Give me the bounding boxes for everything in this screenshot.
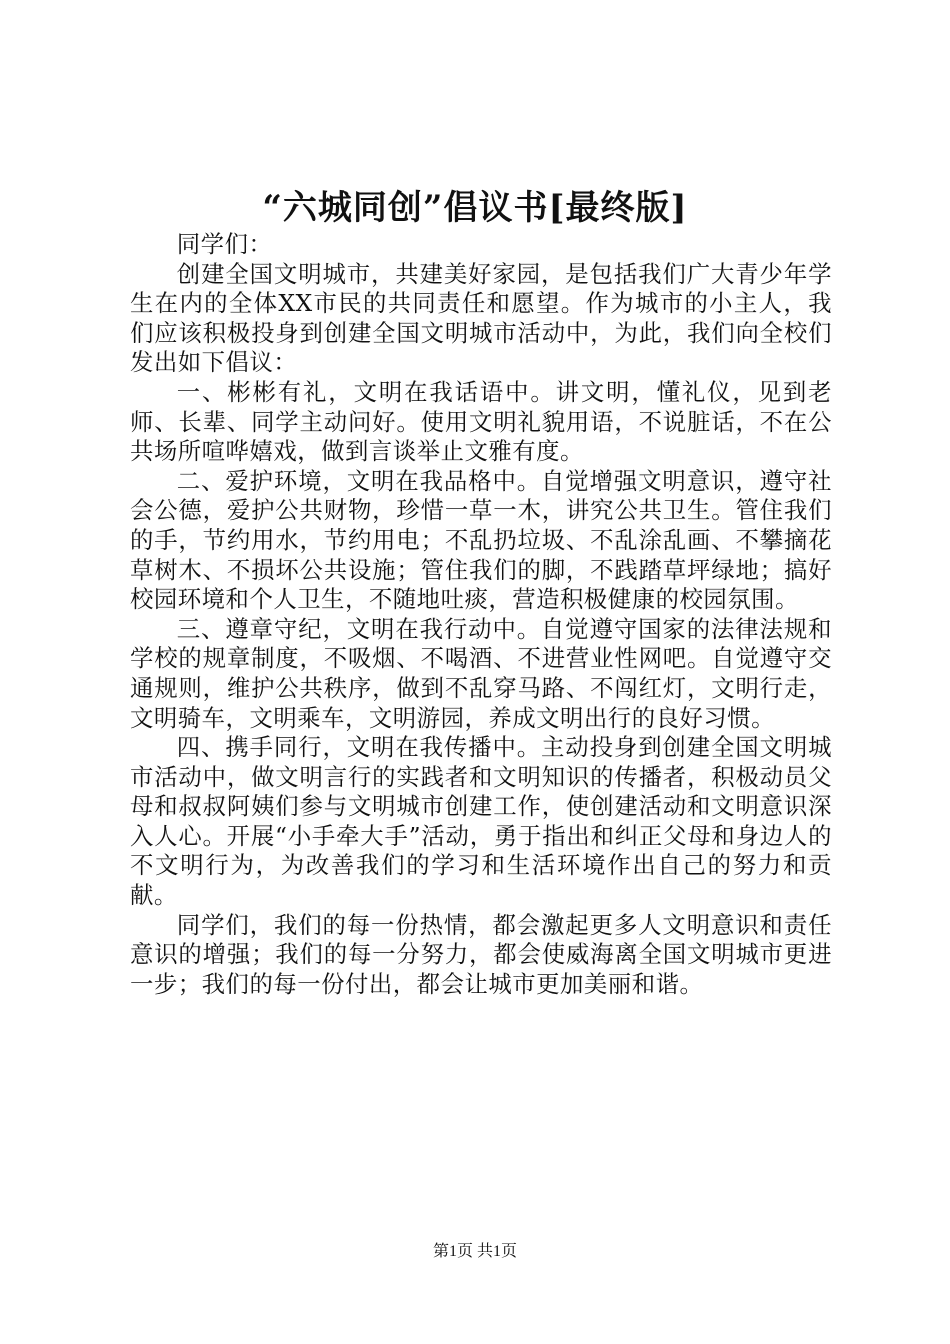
greeting: 同学们： [176,230,273,258]
paragraph-closing: 同学们，我们的每一份热情，都会激起更多人文明意识和责任意识的增强；我们的每一分努力，都会使威海离全国文明城市更进一步；我们的每一份付出，都会让城市更加美丽和谐。 [130,910,832,998]
page-footer: 第1页 共1页 [432,1243,517,1260]
document-body [130,230,832,999]
paragraph-item-1: 一、彬彬有礼，文明在我话语中。讲文明，懂礼仪，见到老师、长辈、同学主动问好。使用文明礼貌用语，不说脏话，不在公共场所喧哗嬉戏，做到言谈举止文雅有度。 [130,377,832,466]
paragraph-intro: 创建全国文明城市，共建美好家园，是包括我们广大青少年学生在内的全体XX市民的共同责任和愿望。作为城市的小主人，我们应该积极投身到创建全国文明城市活动中，为此，我们向全校们发出如下倡议： [130,259,832,377]
paragraph-item-4: 四、携手同行，文明在我传播中。主动投身到创建全国文明城市活动中，做文明言行的实践者和文明知识的传播者，积极动员父母和叔叔阿姨们参与文明城市创建工作，使创建活动和文明意识深入人心。开展“小手牵大手”活动，勇于指出和纠正父母和身边人的不文明行为，为改善我们的学习和生活环境作出自己的努力和贡献。 [130,733,832,910]
paragraph-item-3: 三、遵章守纪，文明在我行动中。自觉遵守国家的法律法规和学校的规章制度，不吸烟、不喝酒、不进营业性网吧。自觉遵守交通规则，维护公共秩序，做到不乱穿马路、不闯红灯，文明行走，文明骑车，文明乘车，文明游园，养成文明出行的良好习惯。 [130,614,832,732]
paragraph-item-2: 二、爱护环境，文明在我品格中。自觉增强文明意识，遵守社会公德，爱护公共财物，珍惜一草一木，讲究公共卫生。管住我们的手，节约用水，节约用电；不乱扔垃圾、不乱涂乱画、不攀摘花草树木、不损坏公共设施；管住我们的脚，不践踏草坪绿地；搞好校园环境和个人卫生，不随地吐痰，营造积极健康的校园氛围。 [130,466,832,614]
document-title: “六城同创”倡议书[最终版] [262,188,688,228]
